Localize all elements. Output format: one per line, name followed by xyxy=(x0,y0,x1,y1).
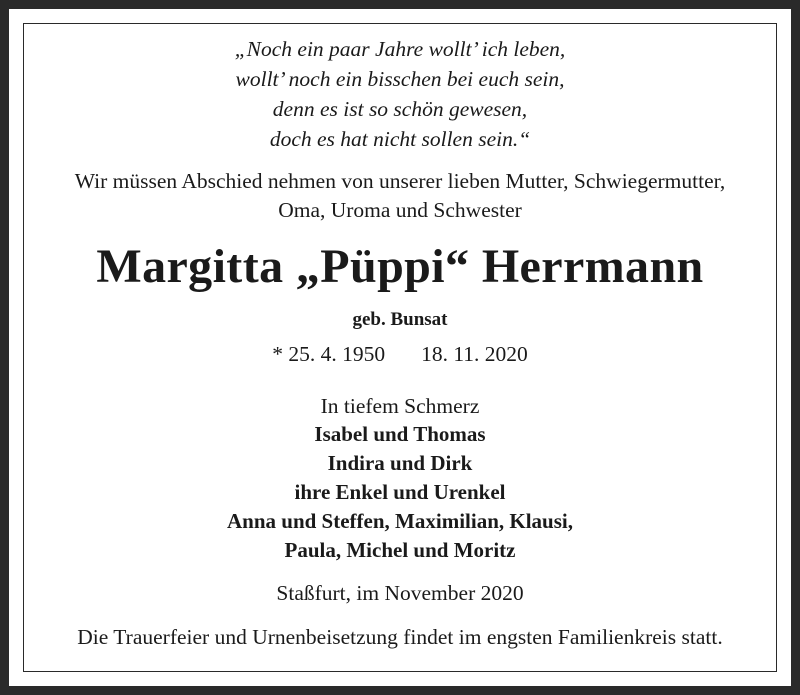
poem-line-1: „Noch ein paar Jahre wollt’ ich leben, xyxy=(234,37,566,61)
intro-line-1: Wir müssen Abschied nehmen von unserer lieben Mutter, Schwiegermutter, xyxy=(74,169,726,193)
poem-line-4: doch es hat nicht sollen sein.“ xyxy=(269,127,531,151)
life-dates xyxy=(0,341,800,367)
funeral-note: Die Trauerfeier und Urnenbeisetzung findet im engsten Familienkreis statt. xyxy=(77,625,723,649)
mourner-line-2: Indira und Dirk xyxy=(327,451,473,475)
mourner-line-1: Isabel und Thomas xyxy=(314,422,486,446)
birth-date: * 25. 4. 1950 xyxy=(272,342,386,366)
intro-line-2: Oma, Uroma und Schwester xyxy=(278,198,522,222)
mourners-intro: In tiefem Schmerz xyxy=(320,394,480,418)
deceased-name: Margitta „Püppi“ Herrmann xyxy=(96,240,704,293)
poem-line-3: denn es ist so schön gewesen, xyxy=(272,97,528,121)
death-date: 18. 11. 2020 xyxy=(421,342,528,366)
mourner-line-4: Anna und Steffen, Maximilian, Klausi, xyxy=(227,509,573,533)
place-date: Staßfurt, im November 2020 xyxy=(276,581,524,605)
maiden-name: geb. Bunsat xyxy=(352,309,448,330)
mourner-line-3: ihre Enkel und Urenkel xyxy=(294,480,506,504)
mourner-line-5: Paula, Michel und Moritz xyxy=(284,538,516,562)
poem-line-2: wollt’ noch ein bisschen bei euch sein, xyxy=(235,67,565,91)
